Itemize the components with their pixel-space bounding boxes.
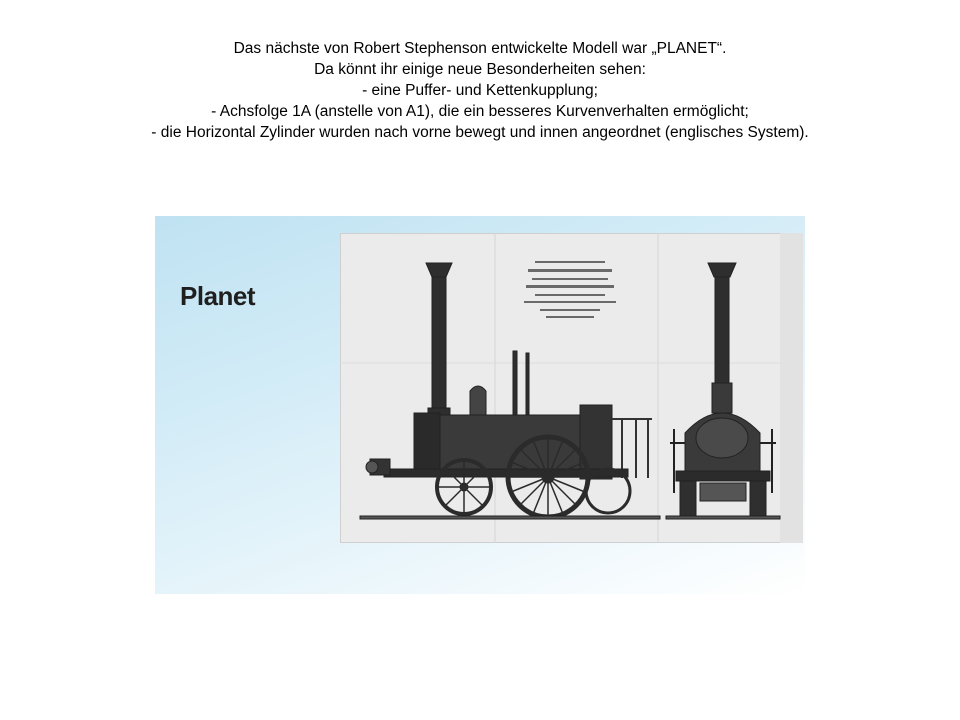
text-line-5: - die Horizontal Zylinder wurden nach vorne bewegt und innen angeordnet (englisches System). [151,124,809,141]
slide-text-block [0,38,960,143]
text-line-3: - eine Puffer- und Kettenkupplung; [362,82,598,99]
figure-label: Planet [180,281,256,311]
text-line-1: Das nächste von Robert Stephenson entwickelte Modell war „PLANET“. [233,40,727,57]
text-line-4: - Achsfolge 1A (anstelle von A1), die ein besseres Kurvenverhalten ermöglicht; [211,103,749,120]
locomotive-drawing-svg [340,233,803,543]
text-line-2: Da könnt ihr einige neue Besonderheiten sehen: [314,61,646,78]
locomotive-drawing [340,233,803,543]
